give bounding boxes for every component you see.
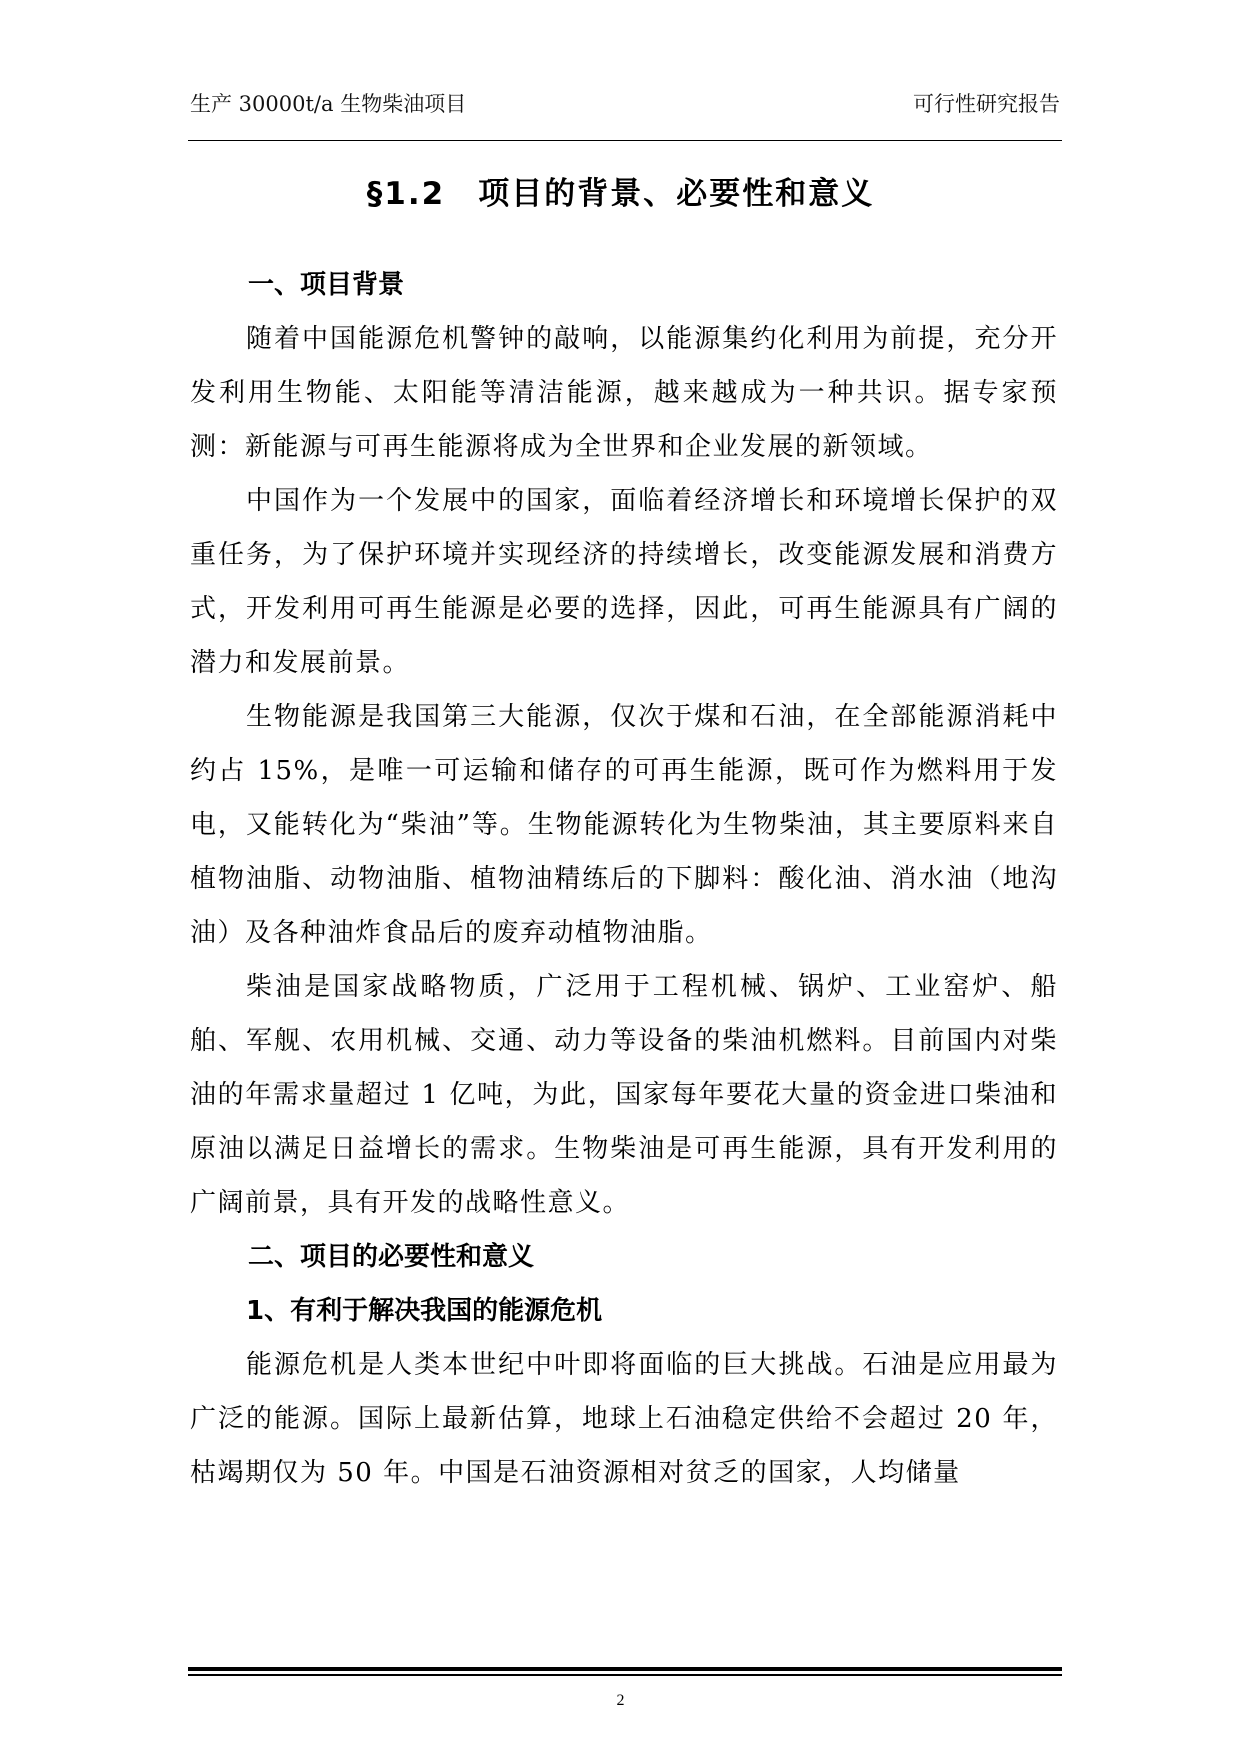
paragraph: 能源危机是人类本世纪中叶即将面临的巨大挑战。石油是应用最为广泛的能源。国际上最新估算，地球上石油稳定供给不会超过 20 年，枯竭期仅为 50 年。中国是石油资源相对贫乏的国家，人均储量 (190, 1350, 1058, 1488)
paragraph: 生物能源是我国第三大能源，仅次于煤和石油，在全部能源消耗中约占 15%，是唯一可运输和储存的可再生能源，既可作为燃料用于发电，又能转化为“柴油”等。生物能源转化为生物柴油，其主要原料来自植物油脂、动物油脂、植物油精练后的下脚料：酸化油、消水油（地沟油）及各种油炸食品后的废弃动植物油脂。 (190, 702, 1058, 948)
subheading-energy-crisis: 1、有利于解决我国的能源危机 (246, 1296, 603, 1326)
header-report-type: 可行性研究报告 (913, 92, 1060, 116)
footer-divider-thin (188, 1674, 1062, 1676)
paragraph: 中国作为一个发展中的国家，面临着经济增长和环境增长保护的双重任务，为了保护环境并实现经济的持续增长，改变能源发展和消费方式，开发利用可再生能源是必要的选择，因此，可再生能源具有广阔的潜力和发展前景。 (190, 486, 1058, 678)
heading-necessity-significance: 二、项目的必要性和意义 (248, 1242, 535, 1272)
paragraph: 柴油是国家战略物质，广泛用于工程机械、锅炉、工业窑炉、船舶、军舰、农用机械、交通、动力等设备的柴油机燃料。目前国内对柴油的年需求量超过 1 亿吨，为此，国家每年要花大量的资金进口柴油和原油以满足日益增长的需求。生物柴油是可再生能源，具有开发利用的广阔前景，具有开发的战略性意义。 (190, 972, 1058, 1218)
section-title: §1.2 项目的背景、必要性和意义 (366, 176, 875, 212)
heading-project-background: 一、项目背景 (248, 270, 405, 300)
page-header (190, 88, 1060, 128)
paragraph: 随着中国能源危机警钟的敲响，以能源集约化利用为前提，充分开发利用生物能、太阳能等清洁能源，越来越成为一种共识。据专家预测：新能源与可再生能源将成为全世界和企业发展的新领域。 (190, 324, 1058, 462)
page-number: 2 (616, 1692, 625, 1709)
footer-divider-thick (188, 1667, 1062, 1671)
header-divider (188, 140, 1062, 141)
header-project-name: 生产 30000t/a 生物柴油项目 (190, 92, 467, 116)
document-body (190, 258, 1058, 1500)
